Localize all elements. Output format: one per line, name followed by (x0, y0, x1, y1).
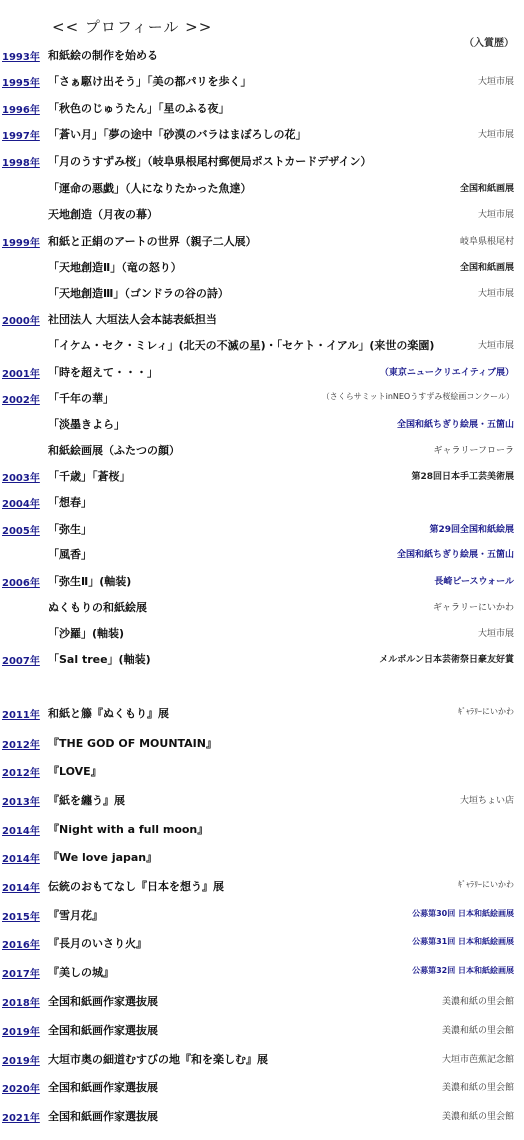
year-link[interactable]: 1998年 (2, 158, 40, 169)
profile-row (0, 282, 524, 302)
entry-text: 「運命の悪戯」（人になりたかった魚達） (48, 182, 252, 195)
entry-venue: 美濃和紙の里会館 (441, 1083, 514, 1093)
entry-text: 「淡墨きよら」 (48, 418, 125, 431)
profile-row (0, 904, 524, 924)
profile-row (0, 932, 524, 952)
profile-row (0, 70, 524, 90)
profile-row (0, 543, 524, 563)
year-link[interactable]: 2003年 (2, 473, 40, 484)
profile-row (0, 789, 524, 809)
profile-row (0, 1076, 524, 1096)
entry-venue: 大垣市展 (477, 130, 514, 140)
profile-row (0, 413, 524, 433)
entry-venue: ギャラリーにいかわ (432, 603, 514, 613)
entry-text: 『紙を纏う』展 (48, 794, 125, 807)
entry-text: 全国和紙画作家選抜展 (48, 1110, 158, 1123)
entry-text: 和紙と正絹のアートの世界（親子二人展） (48, 235, 257, 248)
profile-row (0, 846, 524, 866)
entry-venue: 美濃和紙の里会館 (441, 1112, 514, 1122)
entry-text: 「時を超えて・・・」 (48, 366, 158, 379)
entry-text: 「イケム・セク・ミレィ」(北天の不滅の星)・「セケト・イアル」(来世の楽園) (48, 339, 435, 352)
entry-text: 和紙絵画展（ふたつの顔） (48, 444, 180, 457)
profile-row (0, 518, 524, 538)
profile-row (0, 97, 524, 117)
year-link[interactable]: 1999年 (2, 238, 40, 249)
entry-venue: 大垣市展 (477, 210, 514, 220)
year-link[interactable]: 2012年 (2, 740, 40, 751)
year-link[interactable]: 2007年 (2, 656, 40, 667)
year-link[interactable]: 2021年 (2, 1113, 40, 1124)
entry-venue: 大垣ちょい店 (459, 796, 514, 806)
year-link[interactable]: 2020年 (2, 1084, 40, 1095)
profile-row (0, 732, 524, 752)
profile-row (0, 177, 524, 197)
page-title: << プロフィール >> (52, 18, 213, 36)
entry-venue: 公募第30回 日本和紙絵画展 (412, 909, 514, 918)
entry-venue: ギャラリーフローラ (433, 446, 514, 456)
entry-venue: 大垣市展 (477, 341, 514, 351)
profile-row (0, 622, 524, 642)
entry-text: 『We love japan』 (48, 851, 158, 864)
entry-text: 『Night with a full moon』 (48, 823, 209, 836)
entry-text: 『雪月花』 (48, 909, 103, 922)
profile-row (0, 256, 524, 276)
entry-text: 天地創造（月夜の幕） (48, 208, 158, 221)
entry-text: 「千歳」「蒼桜」 (48, 470, 131, 483)
entry-text: 「秋色のじゅうたん」「星のふる夜」 (48, 102, 230, 115)
entry-text: 社団法人 大垣法人会本誌表紙担当 (48, 313, 217, 326)
profile-row (0, 570, 524, 590)
profile-row (0, 1019, 524, 1039)
year-link[interactable]: 2014年 (2, 826, 40, 837)
year-link[interactable]: 2011年 (2, 710, 40, 721)
entry-venue: （さくらサミットinNEOうすずみ桜絵画コンクール） (321, 392, 514, 401)
year-link[interactable]: 2013年 (2, 797, 40, 808)
profile-row (0, 203, 524, 223)
entry-text: 「弥生」 (48, 523, 92, 536)
profile-row (0, 990, 524, 1010)
profile-row (0, 702, 524, 722)
year-link[interactable]: 2018年 (2, 998, 40, 1009)
entry-venue: 岐阜県根尾村 (459, 237, 514, 247)
entry-venue: （東京ニュークリエイティブ展） (379, 368, 514, 378)
year-link[interactable]: 2005年 (2, 526, 40, 537)
entry-text: 『THE GOD OF MOUNTAIN』 (48, 737, 217, 750)
entry-venue: 全国和紙ちぎり絵展・五箇山 (396, 420, 514, 430)
profile-row (0, 123, 524, 143)
profile-row (0, 361, 524, 381)
entry-text: 伝統のおもてなし『日本を想う』展 (48, 880, 224, 893)
profile-row (0, 491, 524, 511)
entry-venue: 美濃和紙の里会館 (441, 1026, 514, 1036)
year-link[interactable]: 1996年 (2, 105, 40, 116)
profile-row (0, 596, 524, 616)
entry-venue: 第28回日本手工芸美術展 (411, 472, 514, 482)
entry-text: ぬくもりの和紙絵展 (48, 601, 147, 614)
year-link[interactable]: 2001年 (2, 369, 40, 380)
entry-venue: 大垣市展 (477, 77, 514, 87)
year-link[interactable]: 1993年 (2, 52, 40, 63)
entry-text: 「Sal tree」(軸装) (48, 653, 151, 666)
year-link[interactable]: 2017年 (2, 969, 40, 980)
entry-text: 全国和紙画作家選抜展 (48, 1024, 158, 1037)
entry-venue: ｷﾞｬﾗﾘｰにいかわ (458, 707, 514, 716)
entry-text: 全国和紙画作家選抜展 (48, 1081, 158, 1094)
entry-venue: ｷﾞｬﾗﾘｰにいかわ (458, 880, 514, 889)
year-link[interactable]: 2002年 (2, 395, 40, 406)
profile-row (0, 961, 524, 981)
entry-text: 「天地創造Ⅲ」（ゴンドラの谷の詩） (48, 287, 229, 300)
entry-text: 大垣市奥の細道むすびの地『和を楽しむ』展 (48, 1053, 268, 1066)
profile-row (0, 387, 524, 407)
year-link[interactable]: 1995年 (2, 78, 40, 89)
profile-row (0, 44, 524, 64)
entry-venue: 全国和紙ちぎり絵展・五箇山 (396, 550, 514, 560)
entry-text: 「天地創造Ⅱ」（竜の怒り） (48, 261, 182, 274)
profile-row (0, 760, 524, 780)
entry-text: 「風香」 (48, 548, 92, 561)
entry-text: 和紙絵の制作を始める (48, 49, 158, 62)
profile-row (0, 465, 524, 485)
entry-venue: 公募第32回 日本和紙絵画展 (412, 966, 514, 975)
entry-venue: 大垣市芭蕉記念館 (441, 1055, 514, 1065)
profile-row (0, 230, 524, 250)
awards-note: （入賞歴） (464, 38, 514, 49)
profile-row (0, 334, 524, 354)
year-link[interactable]: 2015年 (2, 912, 40, 923)
entry-text: 「千年の華」 (48, 392, 114, 405)
year-link[interactable]: 2012年 (2, 768, 40, 779)
entry-text: 「蒼い月」「夢の途中「砂漠のバラはまぼろしの花」 (48, 128, 307, 141)
year-link[interactable]: 2019年 (2, 1027, 40, 1038)
profile-row (0, 439, 524, 459)
entry-text: 『長月のいさり火』 (48, 937, 147, 950)
year-link[interactable]: 1997年 (2, 131, 40, 142)
entry-text: 「さぁ駆け出そう」「美の都パリを歩く」 (48, 75, 252, 88)
entry-venue: 長崎ピースウォール (434, 577, 514, 587)
entry-venue: 大垣市展 (477, 629, 514, 639)
entry-text: 全国和紙画作家選抜展 (48, 995, 158, 1008)
entry-text: 和紙と籐『ぬくもり』展 (48, 707, 169, 720)
entry-text: 『美しの城』 (48, 966, 114, 979)
profile-row (0, 150, 524, 170)
profile-row (0, 308, 524, 328)
entry-venue: 大垣市展 (477, 289, 514, 299)
entry-venue: 第29回全国和紙絵展 (429, 525, 514, 535)
year-link[interactable]: 2019年 (2, 1056, 40, 1067)
entry-venue: メルボルン日本芸術祭日豪友好賞 (379, 655, 514, 665)
year-link[interactable]: 2014年 (2, 854, 40, 865)
profile-row (0, 648, 524, 668)
entry-text: 『LOVE』 (48, 765, 102, 778)
year-link[interactable]: 2014年 (2, 883, 40, 894)
year-link[interactable]: 2004年 (2, 499, 40, 510)
entry-venue: 公募第31回 日本和紙絵画展 (412, 937, 514, 946)
profile-row (0, 875, 524, 895)
entry-text: 「想春」 (48, 496, 92, 509)
entry-venue: 美濃和紙の里会館 (441, 997, 514, 1007)
entry-text: 「月のうすずみ桜」（岐阜県根尾村郵便局ポストカードデザイン） (48, 155, 372, 168)
year-link[interactable]: 2006年 (2, 578, 40, 589)
entry-venue: 全国和紙画展 (459, 184, 514, 194)
profile-row (0, 1105, 524, 1125)
entry-venue: 全国和紙画展 (459, 263, 514, 273)
year-link[interactable]: 2016年 (2, 940, 40, 951)
profile-row (0, 1048, 524, 1068)
profile-row (0, 818, 524, 838)
entry-text: 「沙羅」(軸装) (48, 627, 125, 640)
year-link[interactable]: 2000年 (2, 316, 40, 327)
entry-text: 「弥生Ⅱ」(軸装) (48, 575, 132, 588)
